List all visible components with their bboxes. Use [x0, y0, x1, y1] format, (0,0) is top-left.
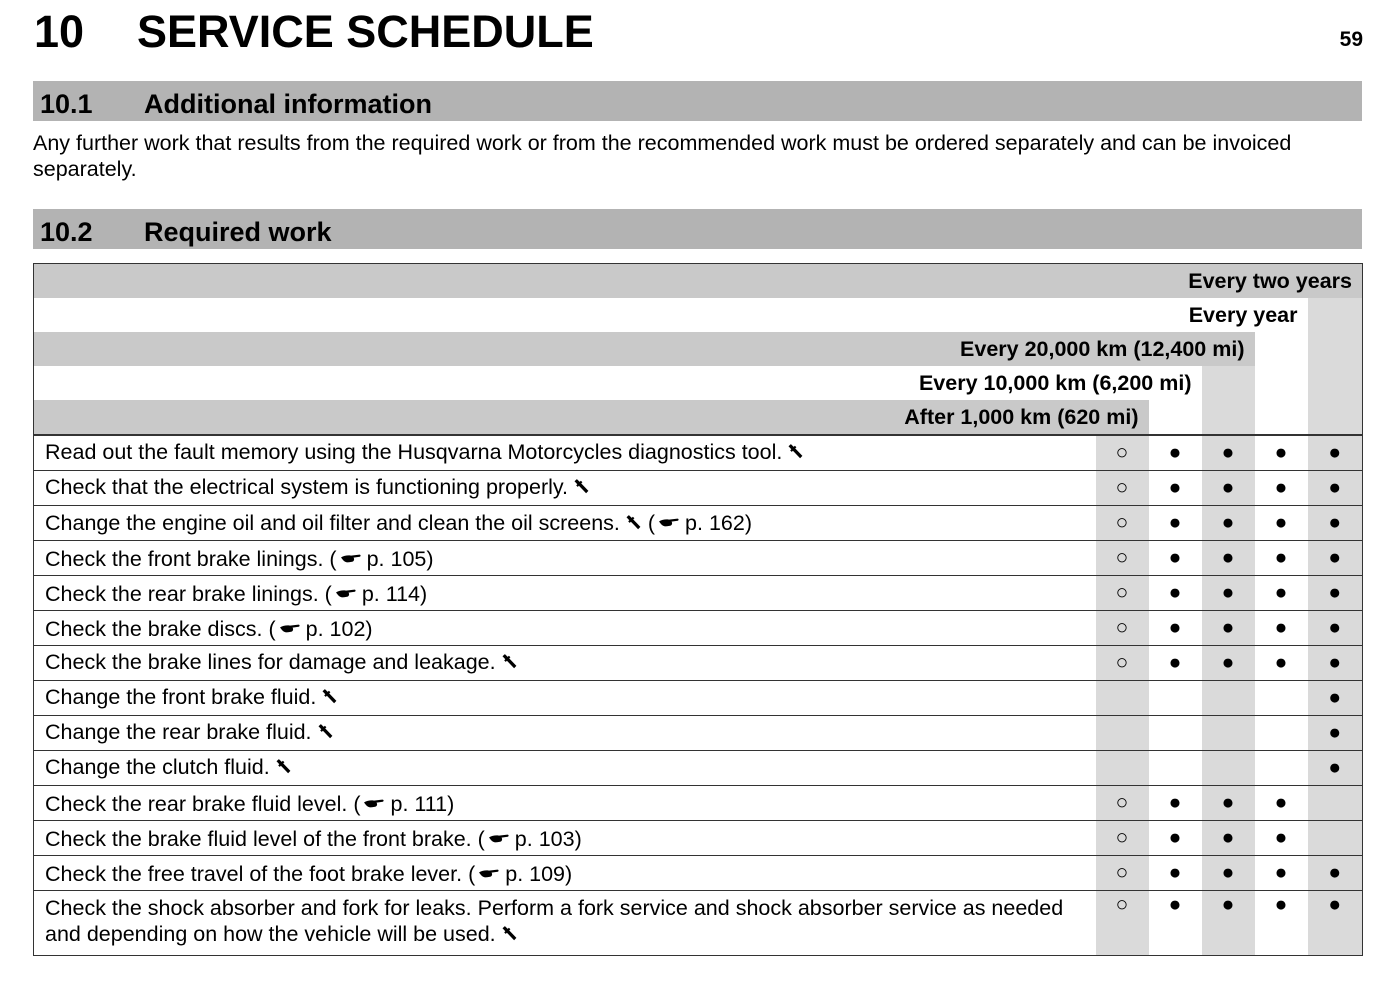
- interval-mark: ○: [1096, 646, 1149, 681]
- wrench-icon: [320, 686, 338, 712]
- interval-mark: [1255, 751, 1308, 786]
- interval-mark: [1149, 716, 1202, 751]
- interval-mark: ○: [1096, 471, 1149, 506]
- interval-mark: ●: [1149, 611, 1202, 646]
- table-row: [34, 541, 1363, 576]
- interval-mark: ●: [1308, 541, 1363, 576]
- task-cell: [34, 611, 1096, 646]
- interval-mark: ●: [1255, 856, 1308, 891]
- interval-mark: ●: [1255, 891, 1308, 956]
- interval-header-spacer: [1255, 332, 1308, 366]
- interval-mark: ●: [1255, 821, 1308, 856]
- interval-mark: ●: [1202, 821, 1255, 856]
- interval-mark: ●: [1149, 541, 1202, 576]
- task-text: Change the engine oil and oil filter and clean the oil screens.: [45, 510, 620, 535]
- section-number: 10.2: [40, 217, 93, 247]
- task-cell: [34, 471, 1096, 506]
- page-reference-text: p. 102: [305, 616, 366, 641]
- interval-mark: ●: [1149, 576, 1202, 611]
- interval-mark: ●: [1308, 716, 1363, 751]
- interval-mark: ●: [1308, 611, 1363, 646]
- interval-header-spacer: [1308, 332, 1363, 366]
- interval-mark: ●: [1202, 435, 1255, 471]
- interval-header-row: [34, 366, 1363, 400]
- pointing-hand-icon: [335, 580, 357, 606]
- page-reference-text: p. 111: [390, 791, 448, 816]
- table-row: [34, 786, 1363, 821]
- interval-header-row: [34, 264, 1363, 299]
- task-text: Change the rear brake fluid.: [45, 720, 312, 744]
- interval-mark: [1202, 681, 1255, 716]
- task-cell: [34, 506, 1096, 541]
- interval-mark: ○: [1096, 611, 1149, 646]
- table-row: [34, 821, 1363, 856]
- wrench-icon: [274, 756, 292, 782]
- interval-header-spacer: [1255, 366, 1308, 400]
- interval-mark: [1096, 716, 1149, 751]
- pointing-hand-icon: [340, 545, 362, 571]
- interval-mark: ●: [1255, 646, 1308, 681]
- interval-header-spacer: [1149, 400, 1202, 435]
- interval-mark: ●: [1202, 646, 1255, 681]
- interval-header-row: [34, 400, 1363, 435]
- table-row: [34, 506, 1363, 541]
- task-text: Check the shock absorber and fork for leaks. Perform a fork service and shock absorber service as needed and depending on how the vehicle will be used.: [45, 896, 1064, 946]
- task-text: Check that the electrical system is functioning properly.: [45, 475, 569, 499]
- interval-mark: ○: [1096, 541, 1149, 576]
- interval-mark: ●: [1149, 506, 1202, 541]
- page-reference[interactable]: ( p. 103): [471, 826, 582, 851]
- interval-mark: ●: [1308, 576, 1363, 611]
- wrench-icon: [500, 651, 518, 677]
- interval-mark: [1096, 681, 1149, 716]
- interval-header-label: Every year: [1188, 302, 1298, 327]
- task-cell: [34, 751, 1096, 786]
- interval-mark: ●: [1202, 891, 1255, 956]
- page-reference[interactable]: ( p. 105): [323, 546, 434, 571]
- interval-mark: ●: [1149, 471, 1202, 506]
- task-text: Check the brake fluid level of the front brake.: [45, 826, 472, 851]
- interval-mark: ●: [1255, 786, 1308, 821]
- table-row: [34, 751, 1363, 786]
- interval-header-spacer: [1308, 366, 1363, 400]
- interval-header-row: [34, 298, 1363, 332]
- section-heading-required-work: [33, 209, 1362, 249]
- interval-header-spacer: [1255, 400, 1308, 435]
- task-text: Change the front brake fluid.: [45, 685, 317, 709]
- task-cell: [34, 786, 1096, 821]
- interval-mark: [1149, 751, 1202, 786]
- table-row: [34, 471, 1363, 506]
- wrench-icon: [624, 512, 642, 538]
- interval-mark: ●: [1149, 821, 1202, 856]
- task-cell: [34, 891, 1096, 956]
- interval-mark: [1308, 786, 1363, 821]
- page-reference-text: p. 105: [366, 546, 427, 571]
- task-text: Read out the fault memory using the Husqvarna Motorcycles diagnostics tool.: [45, 440, 783, 464]
- interval-mark: ●: [1308, 435, 1363, 471]
- interval-mark: [1202, 751, 1255, 786]
- interval-mark: ●: [1255, 576, 1308, 611]
- task-cell: [34, 435, 1096, 471]
- task-cell: [34, 646, 1096, 681]
- table-row: [34, 681, 1363, 716]
- interval-mark: ●: [1255, 611, 1308, 646]
- interval-mark: ○: [1096, 786, 1149, 821]
- page-reference-text: p. 162: [685, 510, 745, 535]
- interval-mark: ●: [1308, 506, 1363, 541]
- task-cell: [34, 856, 1096, 891]
- page-reference-text: p. 103: [514, 826, 575, 851]
- task-text: Check the brake discs.: [45, 616, 263, 641]
- interval-mark: ●: [1308, 856, 1363, 891]
- interval-mark: ●: [1202, 611, 1255, 646]
- interval-header-spacer: [1202, 366, 1255, 400]
- task-text: Change the clutch fluid.: [45, 755, 270, 779]
- wrench-icon: [316, 721, 334, 747]
- interval-header-spacer: [1308, 400, 1363, 435]
- interval-mark: ●: [1255, 435, 1308, 471]
- interval-mark: [1255, 681, 1308, 716]
- wrench-icon: [786, 441, 804, 467]
- interval-mark: ●: [1149, 786, 1202, 821]
- interval-mark: ●: [1255, 506, 1308, 541]
- table-row: [34, 891, 1363, 956]
- page-reference[interactable]: ( p. 111): [347, 791, 455, 816]
- wrench-icon: [500, 923, 518, 949]
- section-title: Required work: [144, 217, 332, 247]
- interval-header-label: Every two years: [34, 264, 1363, 299]
- table-row: [34, 576, 1363, 611]
- interval-mark: ●: [1202, 471, 1255, 506]
- pointing-hand-icon: [478, 860, 500, 886]
- interval-mark: ●: [1308, 646, 1363, 681]
- page-reference[interactable]: ( p. 162): [641, 510, 752, 535]
- page-reference[interactable]: ( p. 102): [262, 616, 373, 641]
- pointing-hand-icon: [279, 615, 301, 641]
- interval-mark: ○: [1096, 576, 1149, 611]
- interval-mark: ●: [1308, 681, 1363, 716]
- chapter-heading: [34, 6, 594, 58]
- task-cell: [34, 541, 1096, 576]
- interval-mark: ●: [1308, 471, 1363, 506]
- interval-mark: ●: [1255, 471, 1308, 506]
- interval-header-spacer: [1202, 400, 1255, 435]
- interval-header-label: Every 20,000 km (12,400 mi): [34, 332, 1255, 366]
- interval-mark: ○: [1096, 506, 1149, 541]
- interval-mark: ●: [1202, 786, 1255, 821]
- section-body-text: Any further work that results from the required work or from the recommended work must be ordered separately and can be invoiced separately.: [33, 131, 1292, 181]
- table-row: [34, 646, 1363, 681]
- page-reference-text: p. 114: [361, 581, 420, 606]
- page-reference-text: p. 109: [505, 861, 566, 886]
- pointing-hand-icon: [658, 509, 680, 535]
- interval-mark: ●: [1255, 541, 1308, 576]
- interval-mark: ●: [1202, 856, 1255, 891]
- page-reference[interactable]: ( p. 114): [318, 581, 428, 606]
- table-row: [34, 435, 1363, 471]
- task-cell: [34, 716, 1096, 751]
- table-row: [34, 716, 1363, 751]
- interval-mark: ●: [1202, 576, 1255, 611]
- service-schedule-table: [33, 263, 1363, 956]
- interval-header-label: Every 10,000 km (6,200 mi): [918, 370, 1192, 395]
- interval-mark: [1255, 716, 1308, 751]
- page-reference[interactable]: ( p. 109): [462, 861, 573, 886]
- pointing-hand-icon: [488, 825, 510, 851]
- table-row: [34, 611, 1363, 646]
- interval-header-spacer: [1308, 298, 1363, 332]
- task-text: Check the front brake linings.: [45, 546, 324, 571]
- interval-header-label: After 1,000 km (620 mi): [34, 400, 1149, 435]
- interval-mark: ●: [1202, 541, 1255, 576]
- interval-mark: [1308, 821, 1363, 856]
- task-text: Check the free travel of the foot brake lever.: [45, 861, 463, 886]
- interval-mark: [1149, 681, 1202, 716]
- task-cell: [34, 576, 1096, 611]
- interval-mark: ●: [1149, 435, 1202, 471]
- task-text: Check the brake lines for damage and leakage.: [45, 650, 496, 674]
- chapter-title: SERVICE SCHEDULE: [137, 6, 594, 57]
- interval-mark: ○: [1096, 891, 1149, 956]
- interval-mark: ○: [1096, 821, 1149, 856]
- interval-mark: ●: [1202, 506, 1255, 541]
- section-number: 10.1: [40, 89, 93, 119]
- interval-mark: ●: [1308, 891, 1363, 956]
- interval-mark: ●: [1308, 751, 1363, 786]
- interval-mark: ●: [1149, 646, 1202, 681]
- interval-mark: ●: [1149, 856, 1202, 891]
- task-text: Check the rear brake fluid level.: [45, 791, 348, 816]
- interval-mark: ●: [1149, 891, 1202, 956]
- task-cell: [34, 821, 1096, 856]
- task-text: Check the rear brake linings.: [45, 581, 319, 606]
- page-number: 59: [1339, 28, 1363, 51]
- interval-mark: ○: [1096, 435, 1149, 471]
- interval-mark: [1202, 716, 1255, 751]
- section-heading-additional-information: [33, 81, 1362, 121]
- wrench-icon: [572, 476, 590, 502]
- chapter-number: 10: [34, 6, 85, 57]
- interval-mark: [1096, 751, 1149, 786]
- interval-header-row: [34, 332, 1363, 366]
- interval-mark: ○: [1096, 856, 1149, 891]
- table-row: [34, 856, 1363, 891]
- section-title: Additional information: [144, 89, 432, 119]
- pointing-hand-icon: [363, 790, 385, 816]
- task-cell: [34, 681, 1096, 716]
